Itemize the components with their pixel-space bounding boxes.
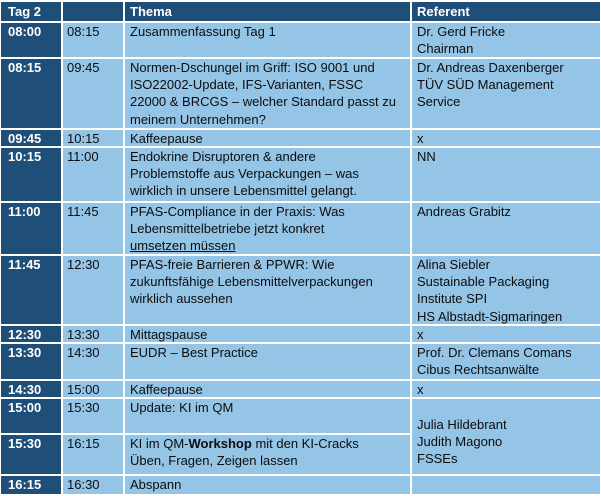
end-time: 14:30 xyxy=(63,344,123,379)
topic-cell xyxy=(125,435,410,474)
topic-cell xyxy=(125,344,410,379)
start-time: 11:45 xyxy=(1,256,61,324)
start-time: 11:00 xyxy=(1,203,61,254)
referent-line: NN xyxy=(417,149,436,164)
topic-line: Zusammenfassung Tag 1 xyxy=(130,24,276,39)
end-time: 09:45 xyxy=(63,59,123,128)
topic-line: EUDR – Best Practice xyxy=(130,345,258,360)
end-time: 13:30 xyxy=(63,326,123,342)
topic-text: KI im QM- xyxy=(130,436,189,451)
end-time: 08:15 xyxy=(63,23,123,57)
topic-cell xyxy=(125,381,410,397)
underlined-topic-line: umsetzen müssen xyxy=(130,238,236,254)
end-time: 11:45 xyxy=(63,203,123,254)
start-time: 15:30 xyxy=(1,435,61,474)
topic-line: Mittagspause xyxy=(130,327,208,342)
referent-line: Judith Magono xyxy=(417,434,503,450)
topic-line: 22000 & BRCGS – welcher Standard passt zu xyxy=(130,94,396,110)
referent-line: FSSEs xyxy=(417,451,458,467)
referent-cell xyxy=(412,203,600,254)
topic-line: ISO22002-Update, IFS-Varianten, FSSC xyxy=(130,77,364,93)
referent-cell xyxy=(412,256,600,324)
topic-line: Abspann xyxy=(130,477,182,492)
topic-cell xyxy=(125,59,410,128)
topic-line: Kaffeepause xyxy=(130,382,203,397)
topic-line: meinem Unternehmen? xyxy=(130,111,266,127)
header-topic: Thema xyxy=(125,2,410,21)
topic-cell xyxy=(125,148,410,201)
topic-line: zukunftsfähige Lebensmittelverpackungen xyxy=(130,274,373,290)
referent-cell xyxy=(412,130,600,146)
start-time: 16:15 xyxy=(1,476,61,494)
referent-cell xyxy=(412,326,600,342)
topic-cell xyxy=(125,399,410,433)
start-time: 13:30 xyxy=(1,344,61,379)
topic-cell xyxy=(125,476,410,494)
topic-line: Lebensmittelbetriebe jetzt konkret xyxy=(130,221,325,237)
referent-line: Chairman xyxy=(417,41,474,57)
start-time: 09:45 xyxy=(1,130,61,146)
header-day: Tag 2 xyxy=(1,2,61,21)
topic-line: wirklich in unsere Lebensmittel gelangt. xyxy=(130,183,357,199)
header-end-time xyxy=(63,2,123,21)
topic-cell xyxy=(125,203,410,254)
topic-line: Üben, Fragen, Zeigen lassen xyxy=(130,453,298,469)
topic-cell xyxy=(125,130,410,146)
topic-line: Normen-Dschungel im Griff: ISO 9001 und xyxy=(130,60,375,75)
end-time: 10:15 xyxy=(63,130,123,146)
topic-line: wirklich aussehen xyxy=(130,291,233,307)
topic-cell xyxy=(125,326,410,342)
end-time: 15:30 xyxy=(63,399,123,433)
start-time: 15:00 xyxy=(1,399,61,433)
referent-line: Alina Siebler xyxy=(417,257,490,272)
referent-cell-merged xyxy=(412,399,600,474)
referent-line: Dr. Gerd Fricke xyxy=(417,24,506,39)
schedule-table xyxy=(1,2,600,494)
topic-line: PFAS-freie Barrieren & PPWR: Wie xyxy=(130,257,335,272)
start-time: 12:30 xyxy=(1,326,61,342)
referent-line: Cibus Rechtsanwälte xyxy=(417,362,540,378)
referent-line: Andreas Grabitz xyxy=(417,204,511,219)
referent-line: x xyxy=(417,131,424,146)
referent-line: Service xyxy=(417,94,461,110)
referent-line: HS Albstadt-Sigmaringen xyxy=(417,308,563,324)
start-time: 08:00 xyxy=(1,23,61,57)
topic-line: Kaffeepause xyxy=(130,131,203,146)
end-time: 11:00 xyxy=(63,148,123,201)
referent-line: Julia Hildebrant xyxy=(417,417,507,432)
referent-line: Institute SPI xyxy=(417,291,488,307)
topic-cell xyxy=(125,23,410,57)
referent-line: Sustainable Packaging xyxy=(417,274,550,290)
topic-line xyxy=(130,435,410,452)
referent-cell xyxy=(412,59,600,128)
end-time: 16:30 xyxy=(63,476,123,494)
end-time: 12:30 xyxy=(63,256,123,324)
topic-line: Update: KI im QM xyxy=(130,400,234,415)
referent-line: x xyxy=(417,327,424,342)
referent-cell xyxy=(412,23,600,57)
referent-cell xyxy=(412,381,600,397)
referent-line: x xyxy=(417,382,424,397)
referent-line: TÜV SÜD Management xyxy=(417,77,554,93)
referent-line: Dr. Andreas Daxenberger xyxy=(417,60,564,75)
end-time: 15:00 xyxy=(63,381,123,397)
start-time: 14:30 xyxy=(1,381,61,397)
start-time: 10:15 xyxy=(1,148,61,201)
referent-line: Prof. Dr. Clemans Comans xyxy=(417,345,572,360)
header-referent: Referent xyxy=(412,2,600,21)
start-time: 08:15 xyxy=(1,59,61,128)
referent-cell xyxy=(412,344,600,379)
referent-cell-empty xyxy=(412,476,600,494)
workshop-emphasis: Workshop xyxy=(188,436,252,451)
topic-line: Problemstoffe aus Verpackungen – was xyxy=(130,166,359,182)
topic-line: PFAS-Compliance in der Praxis: Was xyxy=(130,204,345,219)
topic-line: Endokrine Disruptoren & andere xyxy=(130,149,316,164)
topic-cell xyxy=(125,256,410,324)
topic-text: mit den KI-Cracks xyxy=(251,436,359,451)
end-time: 16:15 xyxy=(63,435,123,474)
referent-cell xyxy=(412,148,600,201)
